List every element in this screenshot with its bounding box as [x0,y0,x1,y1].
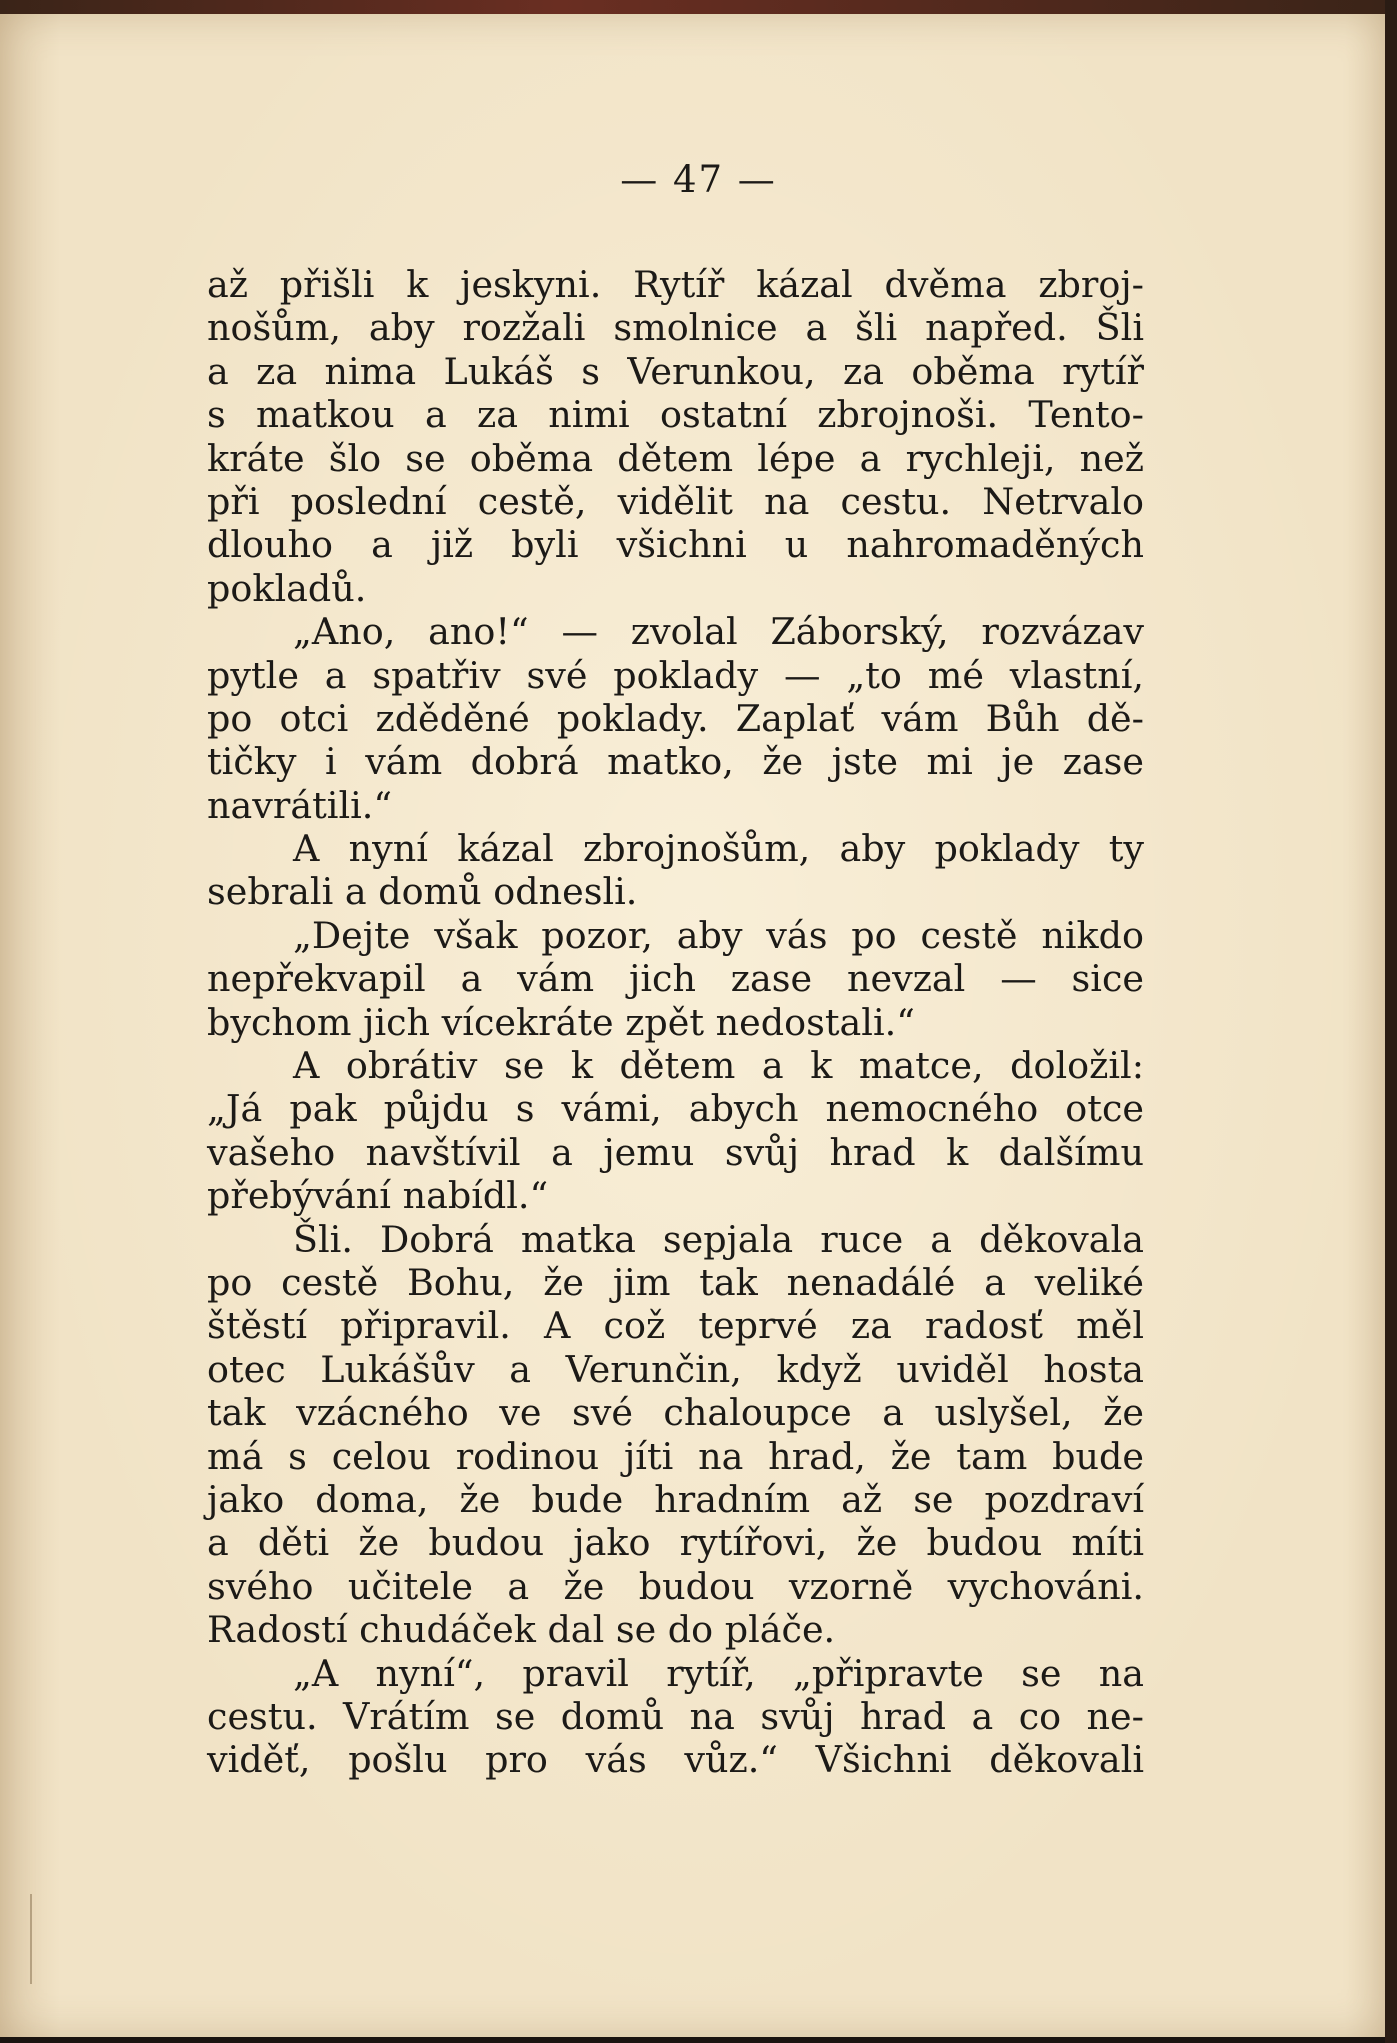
text-line: nošům, aby rozžali smolnice a šli napřed. Šli [207,306,1144,350]
text-line: přebývání nabídl.“ [207,1174,549,1218]
text-line: A obrátiv se k dětem a k matce, doložil: [293,1044,1144,1088]
right-edge [1385,0,1397,2043]
text-line: má s celou rodinou jíti na hrad, že tam bude [207,1434,1144,1478]
text-line: tak vzácného ve své chaloupce a uslyšel, že [207,1391,1144,1435]
page-number: — 47 — [620,158,777,201]
text-line: navrátili.“ [207,783,393,827]
text-line: „Já pak půjdu s vámi, abych nemocného otce [207,1087,1144,1131]
text-line: Radostí chudáček dal se do pláče. [207,1608,836,1652]
text-line: sebrali a domů odnesli. [207,870,638,914]
text-line: štěstí připravil. A což teprvé za radosť měl [207,1304,1144,1348]
text-line: při poslední cestě, vidělit na cestu. Netrvalo [207,479,1144,523]
text-line: tičky i vám dobrá matko, že jste mi je zase [207,740,1144,784]
text-line: s matkou a za nimi ostatní zbrojnoši. Tento- [207,393,1144,437]
text-line: vašeho navštívil a jemu svůj hrad k dalšímu [207,1130,1144,1174]
text-line: až přišli k jeskyni. Rytíř kázal dvěma zbroj- [207,263,1144,306]
text-line: A nyní kázal zbrojnošům, aby poklady ty [293,827,1144,871]
text-line: pytle a spatřiv své poklady — „to mé vlastní, [207,653,1144,697]
body-text [207,263,1144,1782]
text-line: bychom jich vícekráte zpět nedostali.“ [207,1000,915,1044]
top-edge [0,0,1397,14]
text-line: pokladů. [207,566,367,610]
gutter-mark [30,1894,32,1984]
text-line: a za nima Lukáš s Verunkou, za oběma rytíř [207,349,1144,393]
text-line: „Ano, ano!“ — zvolal Záborský, rozvázav [293,610,1144,654]
text-line: po otci zděděné poklady. Zaplať vám Bůh dě- [207,696,1144,740]
text-line: kráte šlo se oběma dětem lépe a rychleji, než [207,436,1144,480]
text-line: dlouho a již byli všichni u nahromaděných [207,523,1144,567]
text-line: jako doma, že bude hradním až se pozdraví [207,1477,1144,1521]
text-line: nepřekvapil a vám jich zase nevzal — sice [207,957,1144,1001]
text-line: svého učitele a že budou vzorně vychováni. [207,1564,1144,1608]
text-line: Šli. Dobrá matka sepjala ruce a děkovala [293,1217,1144,1261]
text-line: cestu. Vrátím se domů na svůj hrad a co ne- [207,1694,1144,1738]
text-line: otec Lukášův a Verunčin, když uviděl hosta [207,1347,1144,1391]
text-line: a děti že budou jako rytířovi, že budou míti [207,1521,1144,1565]
text-line: „Dejte však pozor, aby vás po cestě nikdo [293,913,1144,957]
text-line: po cestě Bohu, že jim tak nenadálé a veliké [207,1260,1144,1304]
text-line: „A nyní“, pravil rytíř, „připravte se na [293,1651,1144,1695]
text-line: viděť, pošlu pro vás vůz.“ Všichni děkovali [207,1738,1144,1782]
